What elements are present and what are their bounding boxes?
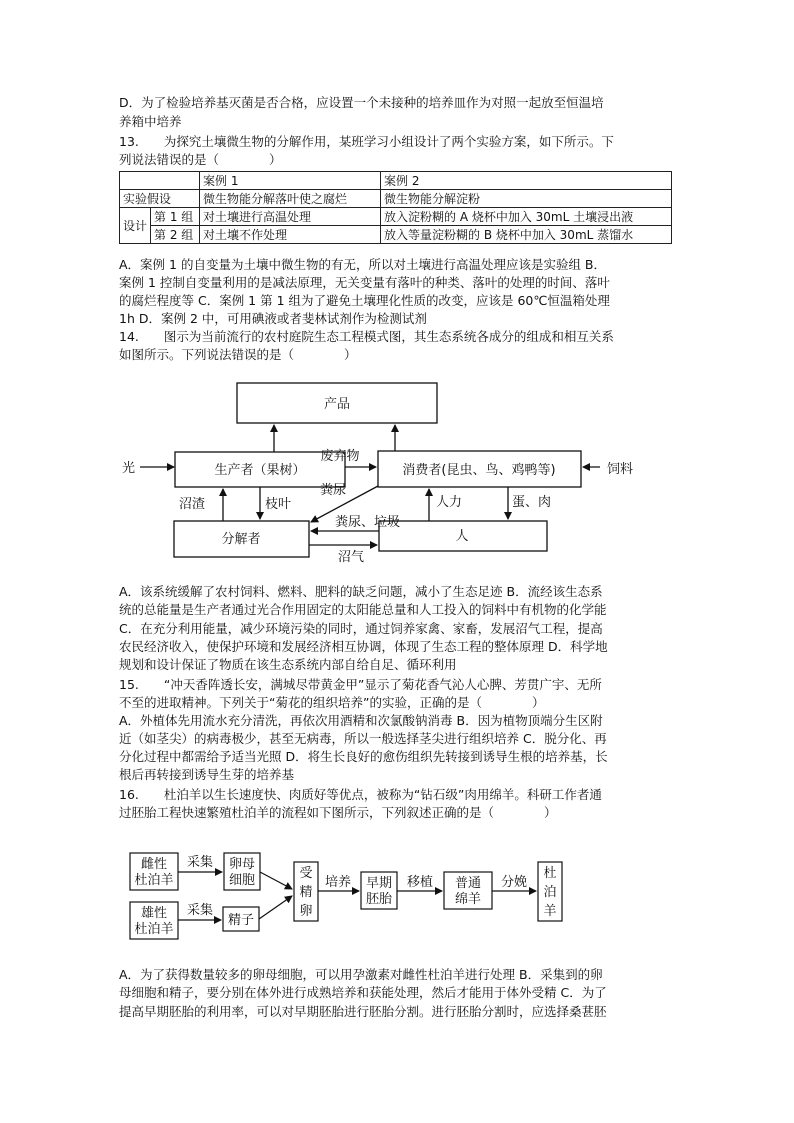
feed-label: 饲料: [607, 462, 634, 477]
dung-label: 粪尿: [320, 483, 347, 498]
table-group1-case1: 对土壤进行高温处理: [200, 208, 381, 226]
product-label: 产品: [323, 397, 351, 412]
zygote-char1: 受: [299, 866, 313, 881]
dorper-char1: 杜: [543, 866, 557, 881]
culture-label: 培养: [324, 875, 352, 890]
q14-stem-line1: 14. 图示为当前流行的农村庭院生态工程模式图，其生态系统各成分的组成和相互关系: [119, 329, 614, 344]
q14-options-line4: 农民经济收入，使保护环境和发展经济相互协调，体现了生态工程的整体原理 D．科学地: [119, 639, 608, 654]
q16-stem-line1: 16. 杜泊羊以生长速度快、肉质好等优点，被称为“钻石级”肉用绵羊。科研工作者通: [119, 787, 602, 802]
q15-stem-line2: 不至的进取精神。下列关于“菊花的组织培养”的实验，正确的是（ ）: [119, 695, 545, 710]
q14-options-line1: A．该系统缓解了农村饲料、燃料、肥料的缺乏问题，减小了生态足迹 B．流经该生态系: [119, 584, 603, 599]
zygote-char3: 卵: [299, 904, 313, 919]
dung-garbage-label: 粪尿、垃圾: [335, 515, 401, 530]
table-group2-case1: 对土壤不作处理: [200, 226, 381, 244]
waste-label: 废弃物: [320, 449, 360, 464]
female-line2: 杜泊羊: [134, 873, 174, 888]
q13-stem-line2: 列说法错误的是（ ）: [119, 152, 282, 167]
male-line1: 雄性: [140, 906, 168, 921]
table-hypothesis-case1: 微生物能分解落叶使之腐烂: [200, 190, 381, 208]
q12-option-d-line2: 养箱中培养: [119, 114, 182, 129]
decomposer-label: 分解者: [221, 532, 261, 547]
leaves-label: 枝叶: [265, 497, 292, 512]
table-group2-case2: 放入等量淀粉糊的 B 烧杯中加入 30mL 蒸馏水: [381, 226, 672, 244]
early-line2: 胚胎: [365, 892, 393, 907]
producer-label: 生产者（果树）: [214, 463, 306, 478]
table-group2-label: 第 2 组: [151, 226, 200, 244]
q13-options-line3: 的腐烂程度等 C．案例 1 第 1 组为了避免土壤理化性质的改变，应该是 60℃恒温箱处理: [119, 293, 610, 308]
collect2-label: 采集: [186, 903, 214, 918]
q13-options-line2: 案例 1 控制自变量利用的是减法原理，无关变量有落叶的种类、落叶的处理的时间、落叶: [119, 275, 610, 290]
q16-options-line1: A．为了获得数量较多的卵母细胞，可以用孕激素对雌性杜泊羊进行处理 B．采集到的卵: [119, 967, 603, 982]
table-hypothesis-label: 实验假设: [120, 190, 200, 208]
dorper-char3: 羊: [543, 904, 557, 919]
q16-options-line3: 提高早期胚胎的利用率，可以对早期胚胎进行胚胎分割。进行胚胎分割时，应选择桑葚胚: [119, 1004, 607, 1019]
table-header-case1: 案例 1: [200, 172, 381, 190]
q14-options-line3: C．在充分利用能量，减少环境污染的同时，通过饲养家禽、家畜，发展沼气工程，提高: [119, 621, 603, 636]
biogas-label: 沼气: [338, 550, 365, 565]
light-label: 光: [122, 461, 136, 476]
q15-options-line4: 根后再转接到诱导生芽的培养基: [119, 767, 295, 782]
q14-options-line2: 统的总能量是生产者通过光合作用固定的太阳能总量和人工投入的饲料中有机物的化学能: [119, 602, 607, 617]
sperm-label: 精子: [227, 913, 255, 928]
q13-options-line4: 1h D．案例 2 中，可用碘液或者斐林试剂作为检测试剂: [119, 311, 427, 326]
ecosystem-diagram: [0, 375, 794, 575]
table-hypothesis-case2: 微生物能分解淀粉: [381, 190, 672, 208]
oocyte-line1: 卵母: [228, 857, 256, 872]
embryo-flow-diagram: [0, 845, 794, 955]
q13-options-line1: A．案例 1 的自变量为土壤中微生物的有无，所以对土壤进行高温处理应该是实验组 B．: [119, 257, 607, 272]
eggs-meat-label: 蛋、肉: [512, 495, 552, 510]
q13-stem-line1: 13. 为探究土壤微生物的分解作用，某班学习小组设计了两个实验方案，如下所示。下: [119, 134, 614, 149]
ordinary-line1: 普通: [454, 876, 482, 891]
oocyte-line2: 细胞: [228, 873, 256, 888]
q15-options-line2: 近（如茎尖）的病毒极少，甚至无病毒，所以一般选择茎尖进行组织培养 C．脱分化、再: [119, 731, 607, 746]
q12-option-d-line1: D．为了检验培养基灭菌是否合格，应设置一个未接种的培养皿作为对照一起放至恒温培: [119, 95, 604, 110]
q14-stem-line2: 如图所示。下列说法错误的是（ ）: [119, 347, 357, 362]
consumer-label: 消费者(昆虫、鸟、鸡鸭等): [402, 463, 556, 478]
table-group1-case2: 放入淀粉糊的 A 烧杯中加入 30mL 土壤浸出液: [381, 208, 672, 226]
zygote-char2: 精: [299, 885, 313, 900]
q15-stem-line1: 15. “冲天香阵透长安，满城尽带黄金甲”显示了菊花香气沁人心脾、芳贯广宇、无所: [119, 677, 602, 692]
q15-options-line3: 分化过程中都需给予适当光照 D．将生长良好的愈伤组织先转接到诱导生根的培养基，长: [119, 749, 608, 764]
female-line1: 雌性: [140, 857, 168, 872]
human-label: 人: [455, 529, 469, 544]
collect1-label: 采集: [186, 855, 214, 870]
table-group1-label: 第 1 组: [151, 208, 200, 226]
q16-options-line2: 母细胞和精子，要分别在体外进行成熟培养和获能处理，然后才能用于体外受精 C．为了: [119, 985, 607, 1000]
ordinary-line2: 绵羊: [454, 892, 482, 907]
residue-label: 沼渣: [179, 497, 206, 512]
table-design-label: 设计: [120, 208, 151, 244]
table-header-case2: 案例 2: [381, 172, 672, 190]
q16-stem-line2: 过胚胎工程快速繁殖杜泊羊的流程如下图所示，下列叙述正确的是（ ）: [119, 805, 557, 820]
q15-options-line1: A．外植体先用流水充分清洗，再依次用酒精和次氯酸钠消毒 B．因为植物顶端分生区附: [119, 713, 603, 728]
q13-experiment-table: [119, 171, 672, 244]
early-line1: 早期: [365, 876, 393, 891]
birth-label: 分娩: [500, 875, 528, 890]
male-line2: 杜泊羊: [134, 922, 174, 937]
dorper-char2: 泊: [543, 885, 557, 900]
labor-label: 人力: [436, 495, 463, 510]
q14-options-line5: 规划和设计保证了物质在该生态系统内部自给自足、循环利用: [119, 657, 457, 672]
transfer-label: 移植: [406, 875, 434, 890]
